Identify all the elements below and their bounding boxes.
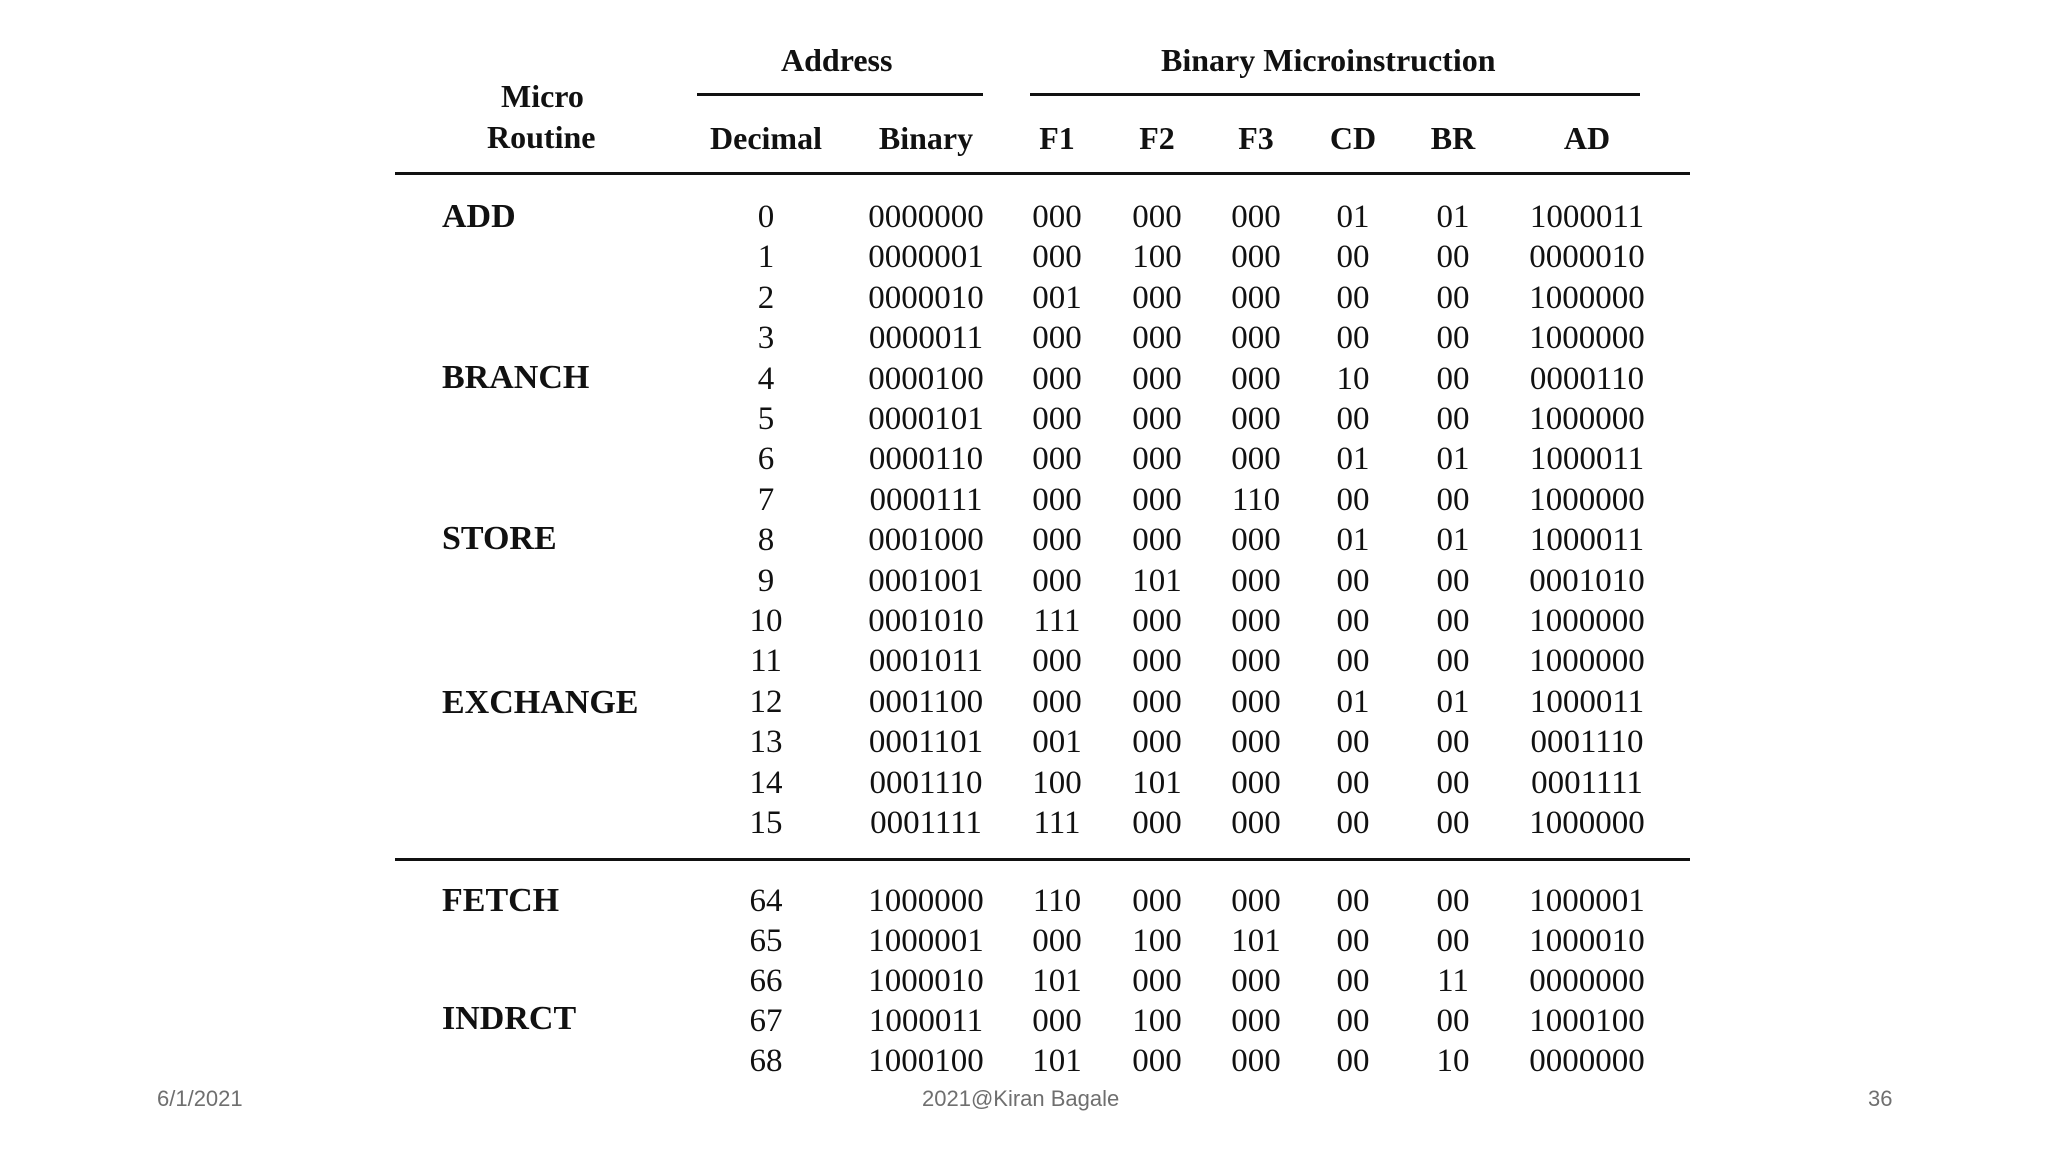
cell-f2: 000 <box>1132 683 1182 720</box>
cell-ad: 1000000 <box>1529 643 1645 680</box>
routine-add: ADD <box>442 198 516 235</box>
cell-br: 00 <box>1436 923 1470 959</box>
cell-f1: 000 <box>1032 320 1082 357</box>
cell-decimal: 8 <box>757 522 775 559</box>
cell-cd: 00 <box>1336 883 1370 919</box>
cell-br: 11 <box>1437 963 1469 999</box>
cell-ad: 1000011 <box>1529 199 1645 235</box>
cell-br: 00 <box>1436 805 1470 841</box>
cell-f3: 000 <box>1231 1043 1281 1079</box>
cell-ad: 1000000 <box>1529 279 1645 316</box>
cell-binary: 0000011 <box>868 320 984 357</box>
cell-f3: 000 <box>1231 239 1281 276</box>
cell-f2: 000 <box>1132 279 1182 316</box>
cell-binary: 1000011 <box>868 1003 984 1039</box>
cell-f2: 000 <box>1132 1043 1182 1079</box>
cell-decimal: 4 <box>757 360 775 397</box>
cell-binary: 0001011 <box>868 643 984 680</box>
cell-f1: 001 <box>1032 279 1082 316</box>
cell-f3: 000 <box>1231 963 1281 999</box>
cell-binary: 1000000 <box>868 883 984 919</box>
cell-f3: 000 <box>1231 441 1281 478</box>
cell-cd: 00 <box>1336 279 1370 316</box>
cell-decimal: 68 <box>749 1043 783 1079</box>
cell-f3: 000 <box>1231 562 1281 599</box>
cell-decimal: 1 <box>757 239 775 276</box>
cell-br: 00 <box>1436 1003 1470 1039</box>
cell-cd: 00 <box>1336 562 1370 599</box>
cell-f1: 111 <box>1033 805 1081 841</box>
cell-cd: 01 <box>1336 522 1370 559</box>
cell-f1: 000 <box>1032 199 1082 235</box>
cell-decimal: 66 <box>749 963 783 999</box>
column-header-binary: Binary <box>878 120 974 156</box>
cell-f1: 000 <box>1032 481 1082 518</box>
cell-decimal: 14 <box>749 764 783 801</box>
cell-cd: 00 <box>1336 923 1370 959</box>
cell-ad: 0000110 <box>1529 360 1645 397</box>
cell-br: 01 <box>1436 683 1470 720</box>
header-address-group: Address <box>781 42 893 78</box>
routine-store: STORE <box>442 520 557 557</box>
footer-page-number: 36 <box>1868 1086 1893 1111</box>
cell-f1: 000 <box>1032 522 1082 559</box>
cell-br: 10 <box>1436 1043 1470 1079</box>
cell-cd: 00 <box>1336 764 1370 801</box>
cell-br: 00 <box>1436 481 1470 518</box>
cell-f3: 000 <box>1231 805 1281 841</box>
column-header-br: BR <box>1430 120 1476 156</box>
cell-f3: 000 <box>1231 522 1281 559</box>
routine-branch: BRANCH <box>442 359 590 396</box>
cell-f1: 100 <box>1032 764 1082 801</box>
cell-binary: 0001110 <box>869 764 983 801</box>
cell-f2: 100 <box>1132 239 1182 276</box>
cell-binary: 0000110 <box>868 441 984 478</box>
routine-indrct: INDRCT <box>442 1000 577 1037</box>
cell-f2: 000 <box>1132 724 1182 761</box>
cell-f2: 000 <box>1132 603 1182 639</box>
cell-f3: 000 <box>1231 1003 1281 1039</box>
cell-binary: 0000101 <box>868 401 984 437</box>
header-micro: Micro <box>501 78 584 114</box>
cell-binary: 1000001 <box>868 923 984 959</box>
cell-binary: 0000111 <box>869 481 983 518</box>
cell-br: 00 <box>1436 562 1470 599</box>
cell-f1: 000 <box>1032 1003 1082 1039</box>
cell-binary: 1000100 <box>868 1043 984 1079</box>
cell-ad: 0000000 <box>1529 1043 1645 1079</box>
cell-f2: 000 <box>1132 805 1182 841</box>
column-header-ad: AD <box>1563 120 1611 156</box>
cell-decimal: 64 <box>749 883 783 919</box>
header-routine: Routine <box>487 119 596 155</box>
cell-binary: 0001001 <box>868 562 984 599</box>
cell-cd: 00 <box>1336 963 1370 999</box>
column-header-f2: F2 <box>1139 120 1175 156</box>
column-header-f3: F3 <box>1238 120 1274 156</box>
cell-f1: 000 <box>1032 401 1082 437</box>
column-header-decimal: Decimal <box>710 120 822 156</box>
cell-br: 00 <box>1436 643 1470 680</box>
cell-cd: 00 <box>1336 603 1370 639</box>
cell-f3: 000 <box>1231 401 1281 437</box>
cell-decimal: 15 <box>749 805 783 841</box>
cell-f2: 100 <box>1132 923 1182 959</box>
cell-f3: 000 <box>1231 764 1281 801</box>
cell-ad: 1000000 <box>1529 603 1645 639</box>
cell-f2: 000 <box>1132 199 1182 235</box>
cell-f1: 101 <box>1032 963 1082 999</box>
cell-ad: 1000010 <box>1529 923 1645 959</box>
cell-cd: 00 <box>1336 1003 1370 1039</box>
cell-binary: 0000010 <box>868 279 984 316</box>
cell-ad: 1000000 <box>1529 320 1645 357</box>
cell-decimal: 0 <box>757 199 775 235</box>
cell-ad: 0000010 <box>1529 239 1645 276</box>
cell-decimal: 13 <box>749 724 783 761</box>
cell-f1: 110 <box>1032 883 1082 919</box>
cell-ad: 0001110 <box>1530 724 1644 761</box>
cell-binary: 1000010 <box>868 963 984 999</box>
cell-binary: 0000000 <box>868 199 984 235</box>
cell-cd: 01 <box>1336 441 1370 478</box>
cell-f2: 000 <box>1132 360 1182 397</box>
routine-exchange: EXCHANGE <box>442 684 639 721</box>
cell-f3: 000 <box>1231 279 1281 316</box>
cell-br: 01 <box>1436 522 1470 559</box>
cell-br: 01 <box>1436 199 1470 235</box>
cell-cd: 00 <box>1336 239 1370 276</box>
cell-br: 00 <box>1436 360 1470 397</box>
cell-decimal: 3 <box>757 320 775 357</box>
cell-f3: 000 <box>1231 643 1281 680</box>
cell-cd: 01 <box>1336 683 1370 720</box>
cell-br: 00 <box>1436 764 1470 801</box>
cell-f2: 000 <box>1132 963 1182 999</box>
section-divider-rule <box>395 858 1690 861</box>
cell-br: 00 <box>1436 883 1470 919</box>
cell-f2: 000 <box>1132 441 1182 478</box>
cell-f1: 001 <box>1032 724 1082 761</box>
microprogram-table <box>395 0 1690 1090</box>
cell-f3: 101 <box>1231 923 1281 959</box>
cell-decimal: 65 <box>749 923 783 959</box>
cell-ad: 1000000 <box>1529 805 1645 841</box>
cell-f2: 000 <box>1132 481 1182 518</box>
cell-br: 00 <box>1436 239 1470 276</box>
cell-decimal: 67 <box>749 1003 783 1039</box>
cell-binary: 0001111 <box>870 805 982 841</box>
cell-f3: 000 <box>1231 883 1281 919</box>
cell-f1: 111 <box>1033 603 1081 639</box>
cell-binary: 0000001 <box>868 239 984 276</box>
cell-binary: 0001100 <box>868 683 984 720</box>
cell-f2: 000 <box>1132 522 1182 559</box>
cell-cd: 00 <box>1336 805 1370 841</box>
cell-f2: 101 <box>1132 562 1182 599</box>
column-header-f1: F1 <box>1039 120 1075 156</box>
cell-f2: 000 <box>1132 883 1182 919</box>
cell-f1: 000 <box>1032 239 1082 276</box>
cell-cd: 00 <box>1336 1043 1370 1079</box>
cell-f2: 000 <box>1132 320 1182 357</box>
column-header-cd: CD <box>1329 120 1377 156</box>
cell-f3: 000 <box>1231 199 1281 235</box>
cell-f2: 000 <box>1132 401 1182 437</box>
cell-ad: 1000000 <box>1529 401 1645 437</box>
cell-decimal: 10 <box>749 603 783 639</box>
cell-ad: 0000000 <box>1529 963 1645 999</box>
cell-br: 00 <box>1436 724 1470 761</box>
cell-decimal: 2 <box>757 279 775 316</box>
address-underline <box>697 93 983 96</box>
cell-ad: 1000001 <box>1529 883 1645 919</box>
cell-f1: 000 <box>1032 562 1082 599</box>
cell-f3: 000 <box>1231 603 1281 639</box>
cell-f3: 000 <box>1231 360 1281 397</box>
cell-cd: 00 <box>1336 481 1370 518</box>
cell-ad: 0001111 <box>1531 764 1643 801</box>
footer-date: 6/1/2021 <box>157 1086 243 1111</box>
cell-f3: 110 <box>1231 481 1281 518</box>
cell-cd: 01 <box>1336 199 1370 235</box>
cell-ad: 1000011 <box>1529 683 1645 720</box>
cell-f2: 101 <box>1132 764 1182 801</box>
cell-decimal: 5 <box>757 401 775 437</box>
cell-cd: 00 <box>1336 320 1370 357</box>
cell-f3: 000 <box>1231 320 1281 357</box>
cell-ad: 1000011 <box>1529 441 1645 478</box>
cell-f2: 100 <box>1132 1003 1182 1039</box>
cell-br: 01 <box>1436 441 1470 478</box>
cell-binary: 0000100 <box>868 360 984 397</box>
cell-br: 00 <box>1436 603 1470 639</box>
cell-decimal: 11 <box>750 643 782 680</box>
cell-cd: 10 <box>1336 360 1370 397</box>
cell-binary: 0001101 <box>868 724 984 761</box>
cell-decimal: 12 <box>749 683 783 720</box>
cell-f1: 101 <box>1032 1043 1082 1079</box>
cell-decimal: 6 <box>757 441 775 478</box>
cell-f3: 000 <box>1231 683 1281 720</box>
cell-decimal: 7 <box>757 481 775 518</box>
cell-ad: 0001010 <box>1529 562 1645 599</box>
cell-f1: 000 <box>1032 923 1082 959</box>
cell-f2: 000 <box>1132 643 1182 680</box>
cell-br: 00 <box>1436 401 1470 437</box>
cell-br: 00 <box>1436 279 1470 316</box>
routine-fetch: FETCH <box>442 882 560 919</box>
cell-ad: 1000000 <box>1529 481 1645 518</box>
cell-ad: 1000011 <box>1529 522 1645 559</box>
binary-underline <box>1030 93 1640 96</box>
footer-author: 2021@Kiran Bagale <box>922 1086 1120 1111</box>
cell-cd: 00 <box>1336 724 1370 761</box>
cell-f3: 000 <box>1231 724 1281 761</box>
cell-f1: 000 <box>1032 643 1082 680</box>
cell-binary: 0001000 <box>868 522 984 559</box>
cell-cd: 00 <box>1336 401 1370 437</box>
cell-br: 00 <box>1436 320 1470 357</box>
cell-f1: 000 <box>1032 360 1082 397</box>
cell-binary: 0001010 <box>868 603 984 639</box>
cell-decimal: 9 <box>757 562 775 599</box>
header-bottom-rule <box>395 172 1690 175</box>
cell-f1: 000 <box>1032 683 1082 720</box>
header-binary-group: Binary Microinstruction <box>1161 42 1496 78</box>
cell-f1: 000 <box>1032 441 1082 478</box>
cell-ad: 1000100 <box>1529 1003 1645 1039</box>
cell-cd: 00 <box>1336 643 1370 680</box>
